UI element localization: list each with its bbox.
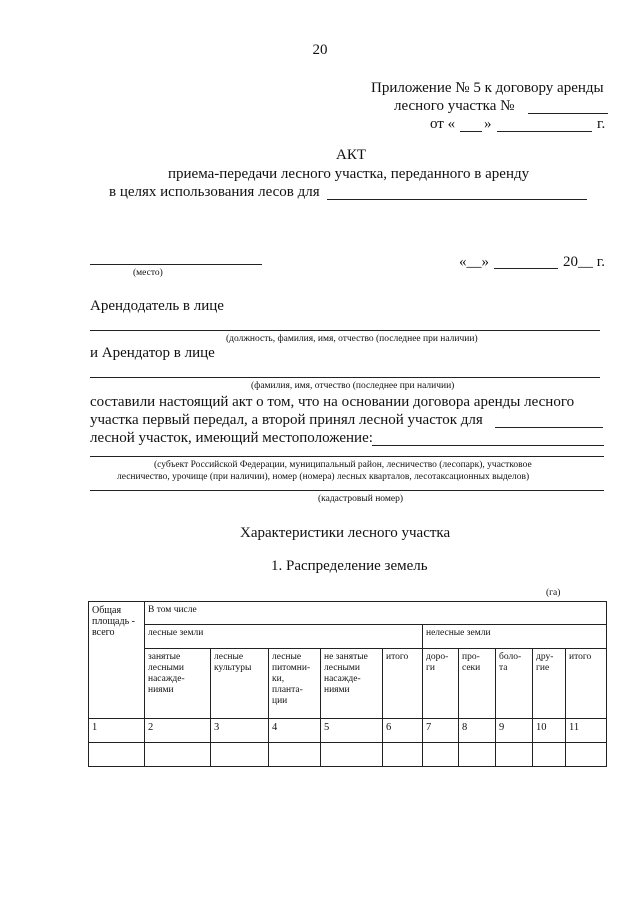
col-number-4: 4	[269, 719, 321, 743]
page-number: 20	[312, 42, 328, 58]
value-cell-roads[interactable]	[423, 743, 459, 767]
lessee-caption: (фамилия, имя, отчество (последнее при наличии)	[251, 381, 455, 391]
appendix-title: Приложение № 5 к договору аренды	[371, 80, 604, 96]
including-header: В том числе	[145, 602, 607, 625]
location-field[interactable]	[372, 445, 604, 446]
value-cell-nurseries[interactable]	[269, 743, 321, 767]
cadastral-field[interactable]	[90, 490, 604, 491]
location-field-2[interactable]	[90, 456, 604, 457]
col-number-7: 7	[423, 719, 459, 743]
lessee-label: и Арендатор в лице	[90, 345, 215, 361]
value-cell-swamps[interactable]	[496, 743, 533, 767]
value-cell-nonforest-total[interactable]	[566, 743, 607, 767]
col-number-6: 6	[383, 719, 423, 743]
col-header-other: дру-гие	[533, 649, 566, 719]
col-header-clearings: про-секи	[459, 649, 496, 719]
location-caption-1: (субъект Российской Федерации, муниципальный район, лесничество (лесопарк), участковое	[154, 460, 532, 470]
total-area-header: Общая площадь - всего	[89, 602, 145, 719]
unit-label: (га)	[546, 588, 561, 598]
location-caption-2: лесничество, урочище (при наличии), номер (номера) лесных кварталов, лесотаксационных выделов)	[117, 472, 530, 482]
contract-month-year-field[interactable]	[497, 131, 592, 132]
contract-day-field[interactable]	[460, 131, 482, 132]
act-heading: АКТ	[336, 147, 366, 163]
col-number-10: 10	[533, 719, 566, 743]
col-number-11: 11	[566, 719, 607, 743]
act-subheading: приема-передачи лесного участка, переданного в аренду	[168, 166, 530, 182]
date-year: 20__ г.	[563, 254, 605, 270]
lessor-label: Арендодатель в лице	[90, 298, 224, 314]
lessor-field[interactable]	[90, 330, 600, 331]
value-cell-stocked[interactable]	[145, 743, 211, 767]
col-number-5: 5	[321, 719, 383, 743]
body-line-2: участка первый передал, а второй принял лесной участок для	[90, 412, 483, 428]
year-suffix: г.	[597, 116, 606, 132]
contract-number-field[interactable]	[528, 113, 608, 114]
value-cell-plantations[interactable]	[211, 743, 269, 767]
col-number-3: 3	[211, 719, 269, 743]
col-header-nonforest-total: итого	[566, 649, 607, 719]
purpose-field[interactable]	[327, 199, 587, 200]
lessor-caption: (должность, фамилия, имя, отчество (последнее при наличии)	[226, 334, 478, 344]
col-header-forest-total: итого	[383, 649, 423, 719]
cadastral-caption: (кадастровый номер)	[318, 494, 404, 504]
value-cell-other[interactable]	[533, 743, 566, 767]
col-header-unstocked: не занятые лесными насажде-ниями	[321, 649, 383, 719]
col-number-1: 1	[89, 719, 145, 743]
value-cell-clearings[interactable]	[459, 743, 496, 767]
date-close-quote: »	[484, 116, 492, 132]
col-header-roads: доро-ги	[423, 649, 459, 719]
col-header-swamps: боло-та	[496, 649, 533, 719]
nonforest-lands-header: нелесные земли	[423, 625, 607, 649]
section-subtitle: 1. Распределение земель	[271, 558, 428, 574]
col-header-nurseries: лесные питомни-ки, планта-ции	[269, 649, 321, 719]
land-distribution-table	[88, 601, 607, 767]
purpose-label: в целях использования лесов для	[109, 184, 320, 200]
col-header-plantations: лесные культуры	[211, 649, 269, 719]
value-cell-unstocked[interactable]	[321, 743, 383, 767]
date-day: «__»	[459, 254, 489, 270]
body-line-3: лесной участок, имеющий местоположение:	[90, 430, 373, 446]
place-caption: (место)	[133, 268, 163, 278]
place-field[interactable]	[90, 264, 262, 265]
date-open-quote: от «	[430, 116, 456, 132]
contract-number-label: лесного участка №	[394, 98, 515, 114]
usage-purpose-field[interactable]	[495, 427, 603, 428]
col-header-stocked: занятые лесными насажде-ниями	[145, 649, 211, 719]
col-number-2: 2	[145, 719, 211, 743]
col-number-9: 9	[496, 719, 533, 743]
lessee-field[interactable]	[90, 377, 600, 378]
col-number-8: 8	[459, 719, 496, 743]
date-month-field[interactable]	[494, 268, 558, 269]
value-cell-total[interactable]	[89, 743, 145, 767]
forest-lands-header: лесные земли	[145, 625, 423, 649]
section-title: Характеристики лесного участка	[240, 525, 451, 541]
body-line-1: составили настоящий акт о том, что на основании договора аренды лесного	[90, 394, 575, 410]
value-cell-forest-total[interactable]	[383, 743, 423, 767]
